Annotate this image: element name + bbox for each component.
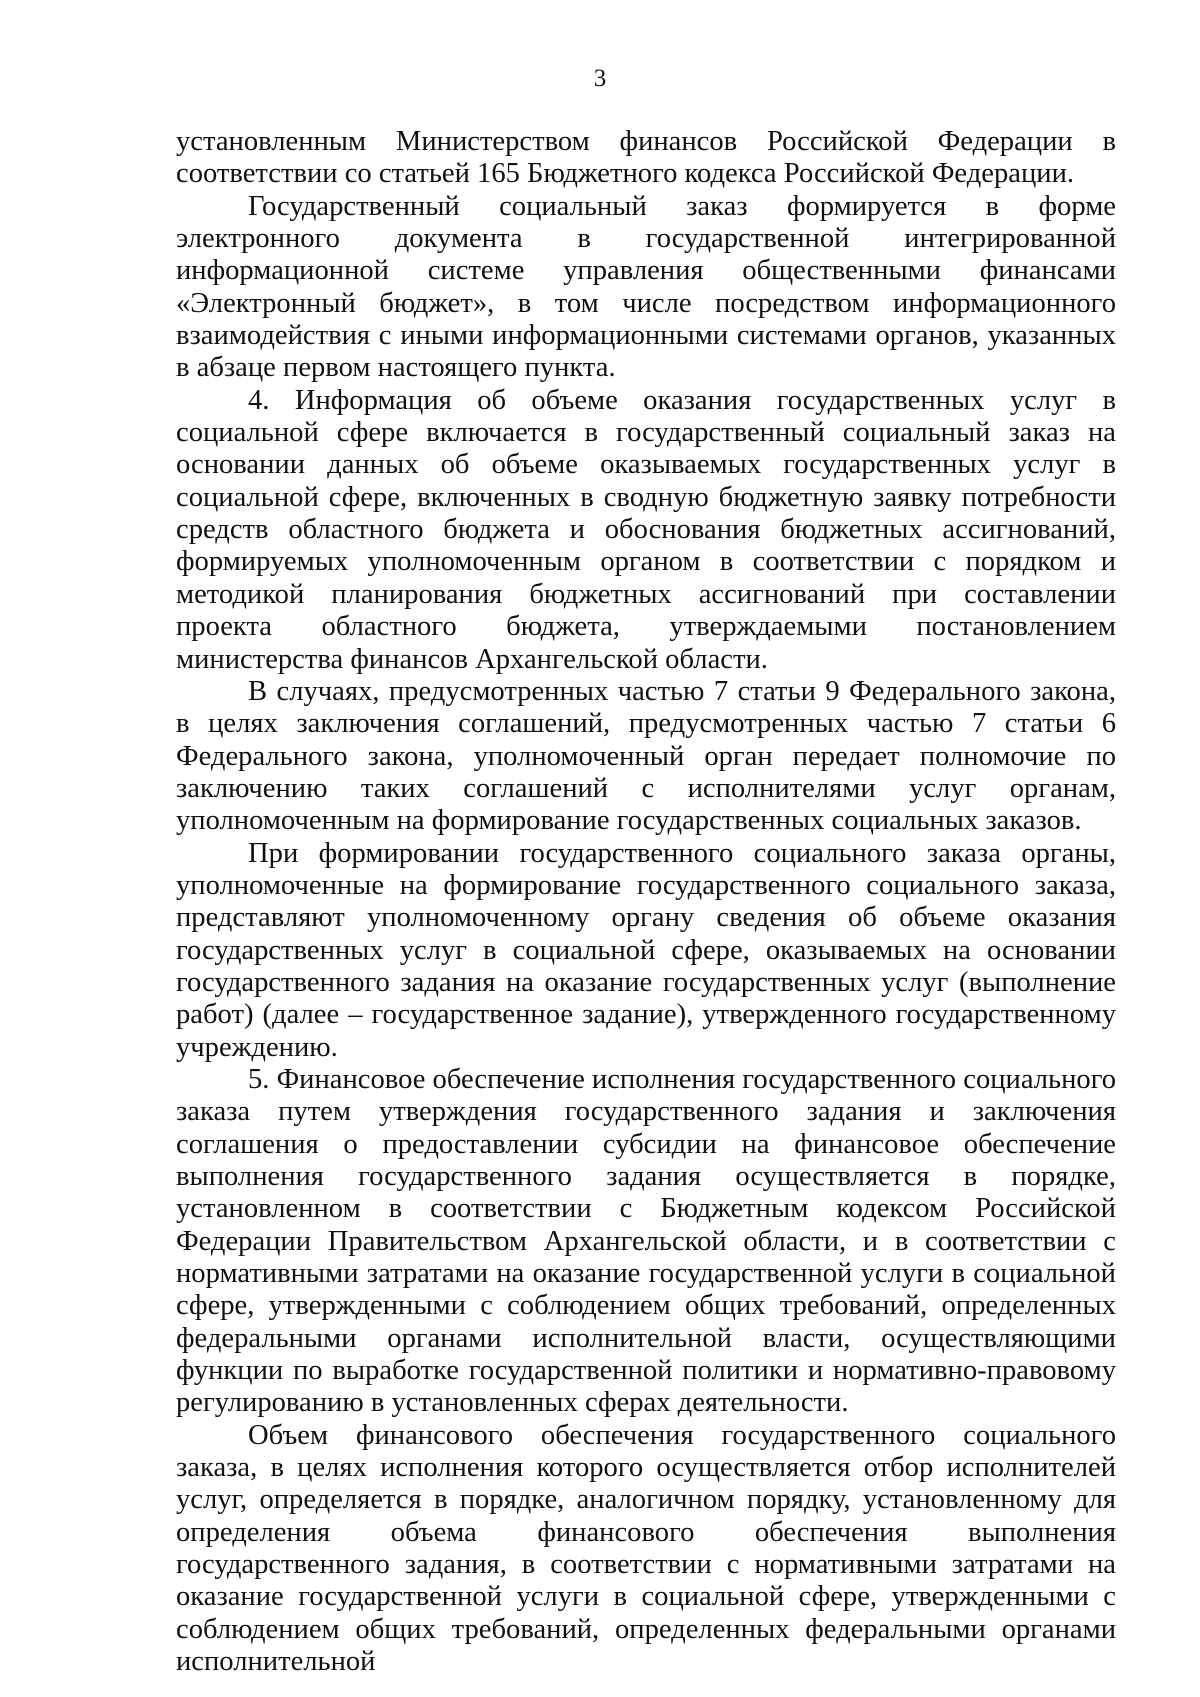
paragraph: Объем финансового обеспечения государственного социального заказа, в целях исполнения которого осуществляется отбор исполнителей услуг, определяется в порядке, аналогичном порядку, установленному для определения объема финансового обеспечения выполнения государственного задания, в соответствии с нормативными затратами на оказание государственной услуги в социальной сфере, утвержденными с соблюдением общих требований, определенных федеральными органами исполнительной [176, 1419, 1116, 1678]
paragraph: Государственный социальный заказ формируется в форме электронного документа в государственной интегрированной информационной системе управления общественными финансами «Электронный бюджет», в том числе посредством информационного взаимодействия с иными информационными системами органов, указанных в абзаце первом настоящего пункта. [176, 190, 1116, 384]
page-number: 3 [593, 65, 607, 92]
paragraph-continuation: установленным Министерством финансов Российской Федерации в соответствии со статьей 165 Бюджетного кодекса Российской Федерации. [176, 126, 1116, 190]
document-body [176, 126, 1116, 1679]
paragraph: При формировании государственного социального заказа органы, уполномоченные на формирование государственного социального заказа, представляют уполномоченному органу сведения об объеме оказания государственных услуг в социальной сфере, оказываемых на основании государственного задания на оказание государственных услуг (выполнение работ) (далее – государственное задание), утвержденного государственному учреждению. [176, 837, 1116, 1063]
paragraph-item-5: 5. Финансовое обеспечение исполнения государственного социального заказа путем утверждения государственного задания и заключения соглашения о предоставлении субсидии на финансовое обеспечение выполнения государственного задания осуществляется в порядке, установленном в соответствии с Бюджетным кодексом Российской Федерации Правительством Архангельской области, и в соответствии с нормативными затратами на оказание государственной услуги в социальной сфере, утвержденными с соблюдением общих требований, определенных федеральными органами исполнительной власти, осуществляющими функции по выработке государственной политики и нормативно-правовому регулированию в установленных сферах деятельности. [176, 1063, 1117, 1419]
paragraph-item-4: 4. Информация об объеме оказания государственных услуг в социальной сфере включается в государственный социальный заказ на основании данных об объеме оказываемых государственных услуг в социальной сфере, включенных в сводную бюджетную заявку потребности средств областного бюджета и обоснования бюджетных ассигнований, формируемых уполномоченным органом в соответствии с порядком и методикой планирования бюджетных ассигнований при составлении проекта областного бюджета, утверждаемыми постановлением министерства финансов Архангельской области. [176, 384, 1116, 675]
paragraph: В случаях, предусмотренных частью 7 статьи 9 Федерального закона, в целях заключения соглашений, предусмотренных частью 7 статьи 6 Федерального закона, уполномоченный орган передает полномочие по заключению таких соглашений с исполнителями услуг органам, уполномоченным на формирование государственных социальных заказов. [176, 675, 1116, 837]
